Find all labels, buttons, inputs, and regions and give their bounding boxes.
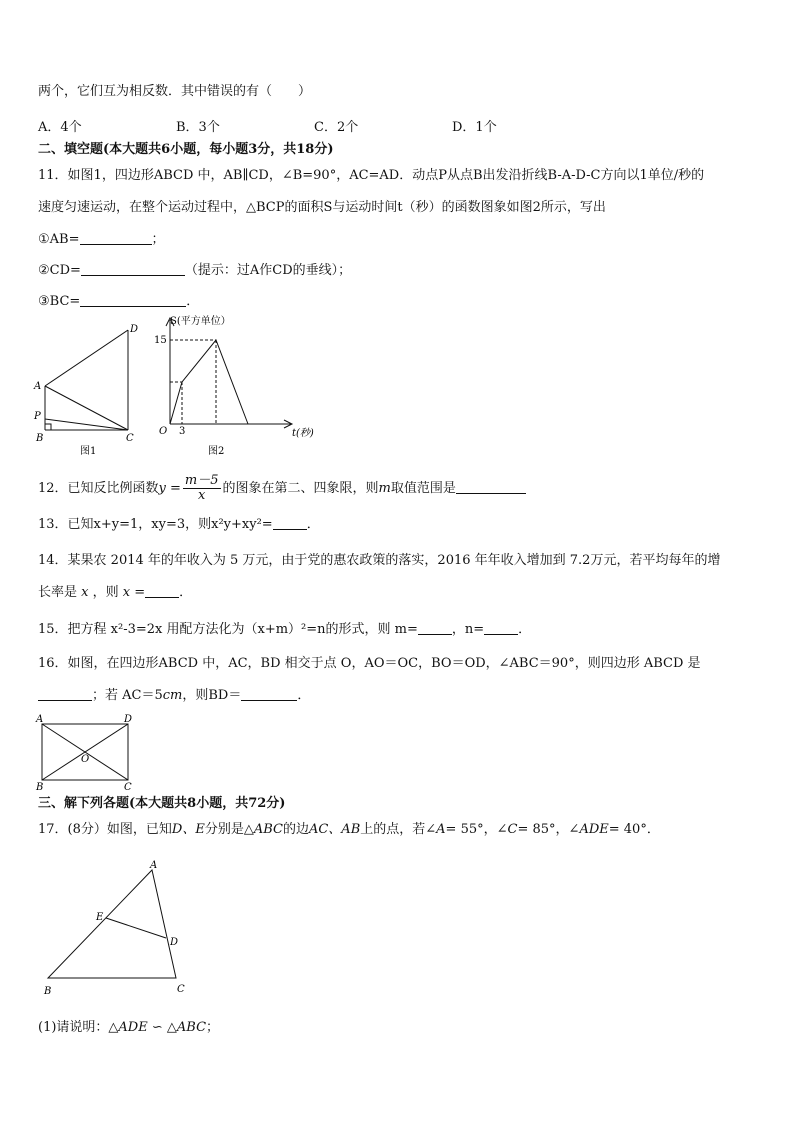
q14-line1: 14．某果农 2014 年的年收入为 5 万元，由于党的惠农政策的落实，2016 年年收入增加到 7.2万元，若平均每年的增	[38, 553, 721, 568]
q12-before: 12．已知反比例函数	[38, 481, 159, 496]
q17-label-d: D	[170, 937, 179, 948]
fig2-y-label: S(平方单位）	[170, 316, 231, 327]
q17-text-c: 分别是△	[204, 822, 254, 837]
q16-label-c: C	[124, 782, 132, 792]
q14-end: ．	[179, 585, 193, 600]
q16-line2-b: ，则BD＝	[182, 688, 242, 703]
q16-unit: cm	[162, 688, 183, 703]
section2-heading: 二、填空题(本大题共6小题，每小题3分，共18分)	[38, 142, 334, 157]
q17-text-m: = 40°．	[608, 822, 660, 837]
q16-figure	[30, 712, 140, 792]
q11-sub3-label: ③BC=	[38, 294, 81, 309]
q16-blank-bd[interactable]	[241, 687, 297, 701]
q11-sub1-blank[interactable]	[80, 231, 152, 245]
q12-var: m	[378, 481, 391, 496]
q14-line2-c: x =	[122, 585, 146, 600]
q13-end: ．	[306, 517, 320, 532]
section3-heading: 三、解下列各题(本大题共8小题，共72分)	[38, 796, 286, 811]
q14-line2	[38, 584, 192, 601]
q17-text-angle-c: C	[507, 822, 518, 837]
q17-label-e: E	[96, 912, 104, 923]
q17-text-a: 17．(8分）如图，已知	[38, 822, 172, 837]
q14-var: x	[81, 585, 89, 600]
fig1-label-d: D	[130, 324, 139, 335]
q16-line2	[38, 687, 310, 704]
q16-label-a: A	[36, 714, 44, 725]
fig1-diagonal-ac	[45, 386, 128, 430]
q10-choice-d: D．1个	[452, 120, 497, 135]
q17-text-angle-a: A	[436, 822, 446, 837]
q17-text-i: = 55°，∠	[445, 822, 508, 837]
q16-line2-a: ；若 AC＝5	[92, 688, 163, 703]
q15-blank-m[interactable]	[418, 621, 452, 635]
q15	[38, 621, 531, 638]
q17-text-k: = 85°，∠	[517, 822, 580, 837]
q11-sub3	[38, 293, 199, 310]
q17-text-e: 的边	[282, 822, 309, 837]
q17-text-g: 上的点，若∠	[360, 822, 437, 837]
q16-line1: 16．如图，在四边形ABCD 中，AC，BD 相交于点 O，AO＝OC，BO＝OD，∠ABC＝90°，则四边形 ABCD 是	[38, 656, 701, 671]
q12-numerator: m－5	[184, 473, 219, 488]
q16-end: ．	[297, 688, 311, 703]
q11-sub2-blank[interactable]	[81, 262, 185, 276]
q10-choice-b: B．3个	[176, 120, 220, 135]
q17-text-de: D、E	[171, 822, 205, 837]
q11-sub1	[38, 231, 165, 248]
fig1-label-p: P	[34, 411, 41, 422]
q17-figure	[36, 856, 196, 1002]
q11-line1: 11．如图1，四边形ABCD 中，AB∥CD，∠B=90°，AC=AD．动点P从点B出发沿折线B-A-D-C方向以1单位/秒的	[38, 168, 705, 183]
q11-figure1	[30, 320, 150, 460]
fig2-x-label: t(秒)	[292, 428, 314, 439]
q11-figure2	[150, 312, 330, 462]
fig1-caption: 图1	[80, 446, 97, 457]
fig2-origin: O	[159, 426, 168, 437]
q10-choice-a: A．4个	[38, 120, 82, 135]
q17-sub1-abc: ABC	[176, 1020, 207, 1035]
q11-line2: 速度匀速运动，在整个运动过程中，△BCP的面积S与运动时间t（秒）的函数图象如图2所示，写出	[38, 200, 606, 215]
q16-blank-shape[interactable]	[38, 687, 92, 701]
q17-line1	[38, 822, 660, 838]
q17-sub1-end: ；	[206, 1020, 220, 1035]
q12-after: 的图象在第二、四象限，则	[222, 481, 379, 496]
q11-sub3-end: ．	[186, 294, 200, 309]
q11-sub3-blank[interactable]	[80, 293, 186, 307]
q12-denominator: x	[198, 488, 206, 503]
q10-choice-c: C．2个	[314, 120, 359, 135]
q17-sub1-ade: ADE	[118, 1020, 148, 1035]
q14-line2-b: ，则	[92, 585, 119, 600]
q17-text-acab: AC、AB	[308, 822, 361, 837]
q17-label-a: A	[150, 860, 158, 871]
q16-label-b: B	[36, 782, 44, 792]
q11-sub1-label: ①AB=	[38, 232, 80, 247]
q12-after2: 取值范围是	[390, 481, 456, 496]
q13	[38, 516, 320, 533]
q12-blank[interactable]	[456, 480, 526, 494]
fig1-right-angle-mark	[45, 424, 51, 430]
fig2-tick-3: 3	[179, 426, 186, 437]
q16-label-o: O	[81, 754, 90, 765]
q14-line2-a: 长率是	[38, 585, 78, 600]
fig2-caption: 图2	[208, 446, 225, 457]
q11-sub1-end: ；	[151, 232, 165, 247]
q12-fraction	[183, 474, 221, 503]
fig1-edge-ad	[45, 330, 128, 386]
q15-text: 15．把方程 x²-3=2x 用配方法化为（x+m）²=n的形式，则 m=	[38, 622, 418, 637]
fig1-label-b: B	[36, 433, 44, 444]
q17-sub1-similar: ∽ △	[147, 1020, 177, 1035]
q16-label-d: D	[124, 714, 133, 725]
q17-text-angle-ade: ADE	[579, 822, 609, 837]
fig2-tick-15: 15	[154, 335, 167, 346]
q17-triangle-abc	[48, 870, 179, 978]
q17-sub1-a: (1)请说明：△	[38, 1020, 119, 1035]
q11-sub2-label: ②CD=	[38, 263, 81, 278]
q17-text-abc: ABC	[253, 822, 283, 837]
q17-label-c: C	[177, 984, 185, 995]
q10-tail: 两个，它们互为相反数．其中错误的有（ ）	[38, 84, 312, 99]
q14-blank[interactable]	[145, 584, 179, 598]
q13-text: 13．已知x+y=1，xy=3，则x²y+xy²=	[38, 517, 273, 532]
fig1-label-c: C	[126, 433, 134, 444]
q15-end: ．	[518, 622, 532, 637]
q15-blank-n[interactable]	[484, 621, 518, 635]
fig1-label-a: A	[34, 381, 42, 392]
q11-sub2-hint: （提示：过A作CD的垂线）；	[184, 263, 352, 278]
q17-sub1	[38, 1020, 219, 1036]
fig1-segment-pc	[45, 419, 128, 430]
q13-blank[interactable]	[273, 516, 307, 530]
q11-sub2	[38, 262, 351, 279]
q15-mid: ，n=	[451, 622, 485, 637]
q12	[38, 474, 526, 504]
q17-label-b: B	[44, 986, 52, 997]
q12-y-eq: y =	[158, 481, 181, 496]
q17-segment-ed	[106, 918, 166, 938]
